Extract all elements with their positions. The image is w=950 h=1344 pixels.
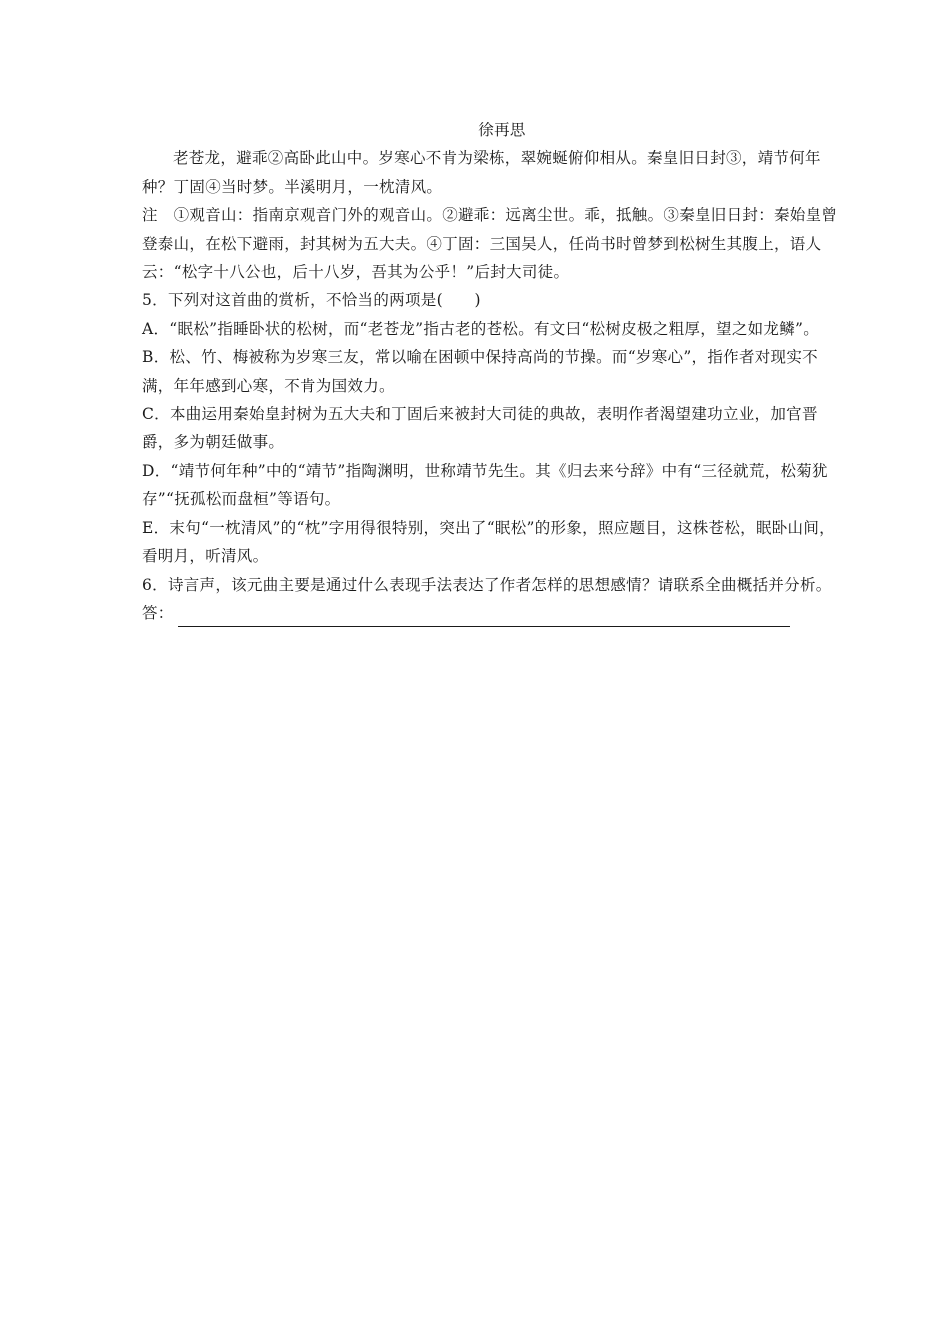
poem-note: 注 ①观音山：指南京观音门外的观音山。②避乖：远离尘世。乖，抵触。③秦皇旧日封：秦始皇曾登泰山，在松下避雨，封其树为五大夫。④丁固：三国吴人，任尚书时曾梦到松树生其腹上，语人云：“松字十八公也，后十八岁，吾其为公乎！”后封大司徒。: [142, 206, 838, 282]
poem-author: 徐再思: [478, 121, 526, 139]
question-5-stem: 5．下列对这首曲的赏析，不恰当的两项是( ): [142, 291, 481, 310]
question-5-option-e: E．末句“一枕清风”的“枕”字用得很特别，突出了“眠松”的形象，照应题目，这株苍松，眠卧山间，看明月，听清风。: [142, 518, 835, 566]
question-5-option-d: D．“靖节何年种”中的“靖节”指陶渊明，世称靖节先生。其《归去来兮辞》中有“三径就荒，松菊犹存”“抚孤松而盘桓”等语句。: [142, 461, 828, 509]
answer-label: 答：: [142, 603, 174, 622]
question-6-stem: 6．诗言声，该元曲主要是通过什么表现手法表达了作者怎样的思想感情？请联系全曲概括并分析。: [142, 575, 832, 594]
document-content: [142, 116, 842, 627]
question-5-option-b: B．松、竹、梅被称为岁寒三友，常以喻在困顿中保持高尚的节操。而“岁寒心”，指作者对现实不满，年年感到心寒，不肯为国效力。: [142, 348, 818, 395]
answer-blank-line[interactable]: [178, 606, 790, 627]
question-5-option-a: A．“眠松”指睡卧状的松树，而“老苍龙”指古老的苍松。有文曰“松树皮极之粗厚，望之如龙鳞”。: [142, 319, 820, 338]
poem-text: 老苍龙，避乖②高卧此山中。岁寒心不肯为梁栋，翠婉蜒俯仰相从。秦皇旧日封③，靖节何年种？丁固④当时梦。半溪明月，一枕清风。: [142, 149, 821, 196]
question-5-option-c: C．本曲运用秦始皇封树为五大夫和丁固后来被封大司徒的典故，表明作者渴望建功立业，加官晋爵，多为朝廷做事。: [142, 405, 818, 452]
answer-row: [142, 599, 842, 627]
